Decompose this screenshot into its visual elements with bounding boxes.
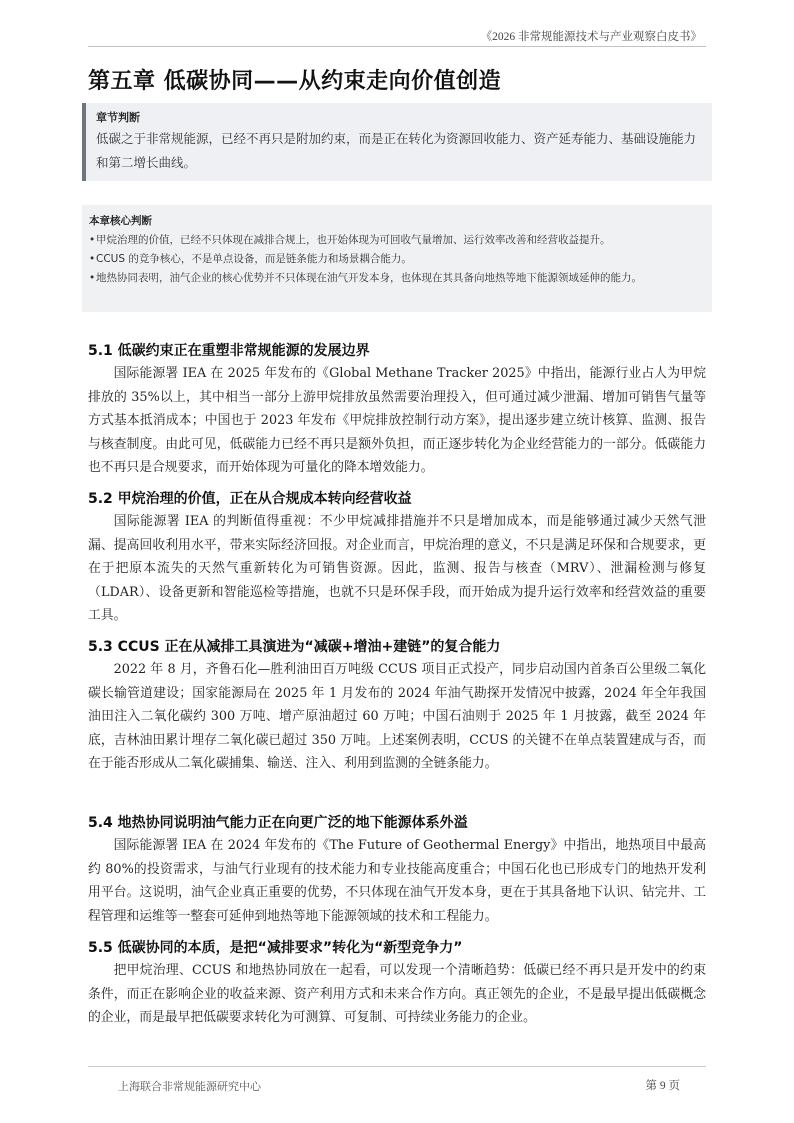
core-judgment-item bbox=[89, 269, 702, 288]
core-judgment-text: CCUS 的竞争核心，不是单点设备，而是链条能力和场景耦合能力。 bbox=[96, 253, 412, 265]
bullet-icon: • bbox=[89, 253, 96, 265]
core-judgment-text: 甲烷治理的价值，已经不只体现在减排合规上，也开始体现为可回收气量增加、运行效率改善和经营收益提升。 bbox=[96, 234, 611, 246]
section-body: 国际能源署 IEA 在 2024 年发布的《The Future of Geothermal Energy》中指出，地热项目中最高约 80%的投资需求，与油气行业现有的技术能力和专业技能高度重合；中国石化也已形成专门的地热开发利用平台。这说明，油气企业真正重要的优势，不只体现在油气开发本身，更在于其具备地下认识、钻完井、工程管理和运维等一整套可延伸到地热等地下能源领域的技术和工程能力。 bbox=[88, 838, 706, 924]
section-heading: 5.2 甲烷治理的价值，正在从合规成本转向经营收益 bbox=[88, 491, 412, 507]
section-body: 把甲烷治理、CCUS 和地热协同放在一起看，可以发现一个清晰趋势：低碳已经不再只是开发中的约束条件，而正在影响企业的收益来源、资产利用方式和未来合作方向。真正领先的企业，不是最早提出低碳概念的企业，而是最早把低碳要求转化为可测算、可复制、可持续业务能力的企业。 bbox=[88, 963, 706, 1025]
section-body: 2022 年 8 月，齐鲁石化—胜利油田百万吨级 CCUS 项目正式投产，同步启动国内首条百公里级二氧化碳长输管道建设；国家能源局在 2025 年 1 月发布的 2024 年油气勘探开发情况中披露，2024 年全年我国油田注入二氧化碳约 300 万吨、增产原油超过 60 万吨；中国石油则于 2025 年 1 月披露，截至 2024 年底，吉林油田累计埋存二氧化碳已超过 350 万吨。上述案例表明，CCUS 的关键不在单点装置建成与否，而在于能否形成从二氧化碳捕集、输送、注入、利用到监测的全链条能力。 bbox=[88, 662, 706, 771]
chapter-judgment-heading: 章节判断 bbox=[96, 111, 140, 124]
section-body: 国际能源署 IEA 的判断值得重视：不少甲烷减排措施并不只是增加成本，而是能够通过减少天然气泄漏、提高回收利用水平，带来实际经济回报。对企业而言，甲烷治理的意义，不只是满足环保和合规要求，更在于把原本流失的天然气重新转化为可销售资源。因此，监测、报告与核查（MRV）、泄漏检测与修复（LDAR）、设备更新和智能巡检等措施，也就不只是环保手段，而开始成为提升运行效率和经营效益的重要工具。 bbox=[88, 514, 706, 623]
section-body: 国际能源署 IEA 在 2025 年发布的《Global Methane Tracker 2025》中指出，能源行业占人为甲烷排放的 35%以上，其中相当一部分上游甲烷排放虽然需要治理投入，但可通过减少泄漏、增加可销售气量等方式基本抵消成本；中国也于 2023 年发布《甲烷排放控制行动方案》，提出逐步建立统计核算、监测、报告与核查制度。由此可见，低碳能力已经不再只是额外负担，而正逐步转化为企业经营能力的一部分。低碳能力也不再只是合规要求，而开始体现为可量化的降本增效能力。 bbox=[88, 366, 706, 475]
section-heading: 5.3 CCUS 正在从减排工具演进为“减碳+增油+建链”的复合能力 bbox=[88, 639, 501, 655]
chapter-judgment-box bbox=[82, 103, 712, 181]
bullet-icon: • bbox=[89, 234, 96, 246]
section-5-5 bbox=[88, 937, 706, 1030]
footer-rule bbox=[88, 1066, 706, 1067]
core-judgments-box bbox=[82, 205, 712, 312]
core-judgments-heading: 本章核心判断 bbox=[89, 215, 152, 227]
section-heading: 5.1 低碳约束正在重塑非常规能源的发展边界 bbox=[88, 343, 370, 359]
section-5-1 bbox=[88, 340, 706, 480]
section-heading: 5.5 低碳协同的本质，是把“减排要求”转化为“新型竞争力” bbox=[88, 940, 463, 956]
core-judgment-item bbox=[89, 231, 702, 250]
core-judgment-item bbox=[89, 250, 702, 269]
core-judgment-text: 地热协同表明，油气企业的核心优势并不只体现在油气开发本身，也体现在其具备向地热等地下能源领域延伸的能力。 bbox=[96, 272, 642, 284]
page-number: 第 9 页 bbox=[645, 1080, 680, 1092]
bullet-icon: • bbox=[89, 272, 96, 284]
running-header: 《2026 非常规能源技术与产业观察白皮书》 bbox=[480, 31, 702, 43]
chapter-judgment-text: 低碳之于非常规能源，已经不再只是附加约束，而是正在转化为资源回收能力、资产延寿能力、基础设施能力和第二增长曲线。 bbox=[96, 131, 697, 170]
footer-organization: 上海联合非常规能源研究中心 bbox=[118, 1080, 261, 1093]
core-judgments-list bbox=[89, 231, 702, 288]
section-5-2 bbox=[88, 488, 706, 628]
section-5-4 bbox=[88, 812, 706, 928]
section-heading: 5.4 地热协同说明油气能力正在向更广泛的地下能源体系外溢 bbox=[88, 815, 468, 831]
section-5-3 bbox=[88, 636, 706, 776]
header-rule bbox=[88, 46, 706, 47]
chapter-title: 第五章 低碳协同——从约束走向价值创造 bbox=[88, 69, 502, 94]
